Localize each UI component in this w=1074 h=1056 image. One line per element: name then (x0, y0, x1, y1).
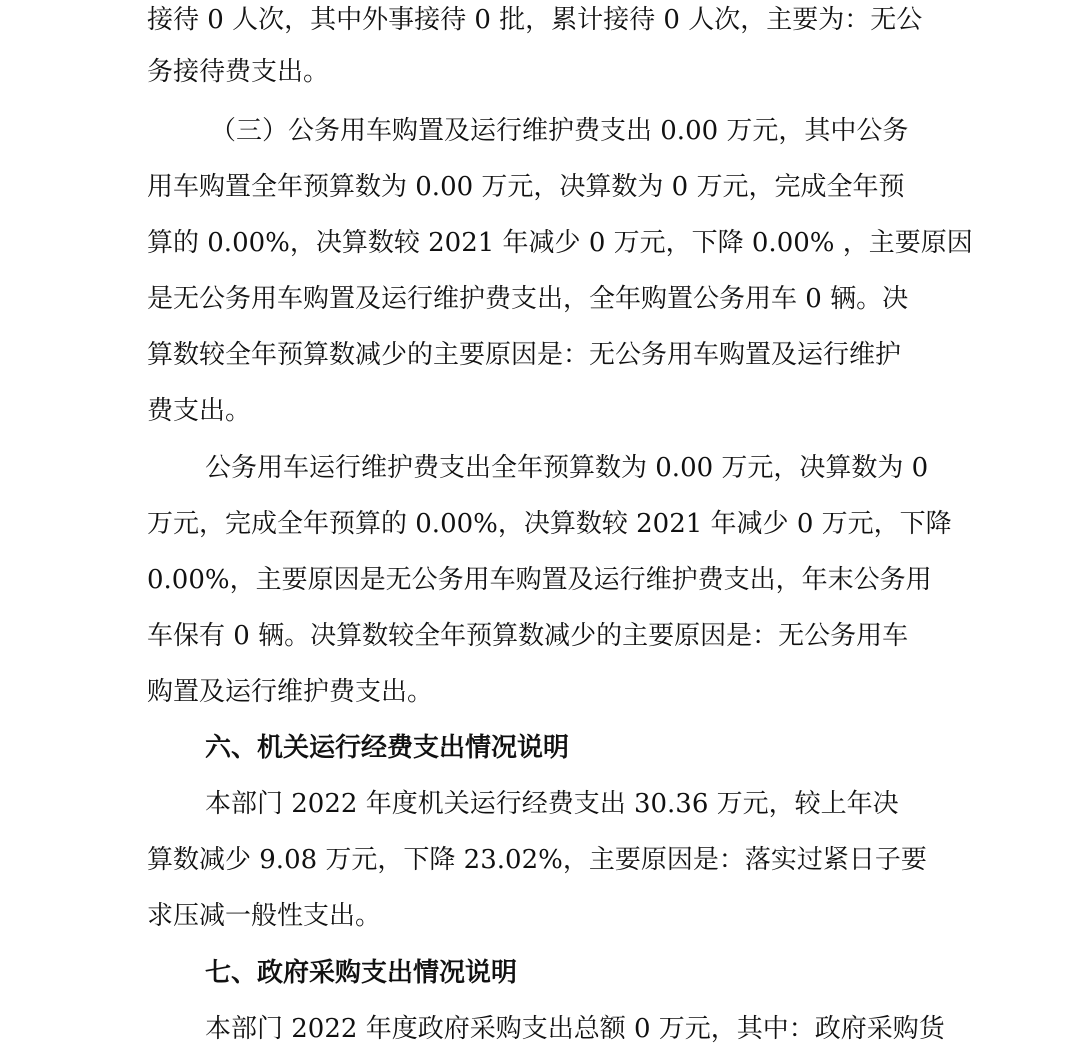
text-line: 求压减一般性支出。 (147, 901, 382, 931)
text-line: 万元，完成全年预算的 0.00%，决算数较 2021 年减少 0 万元，下降 (147, 509, 952, 539)
text-line: 接待 0 人次，其中外事接待 0 批，累计接待 0 人次，主要为：无公 (147, 5, 923, 35)
text-line: 用车购置全年预算数为 0.00 万元，决算数为 0 万元，完成全年预 (147, 172, 905, 202)
text-line: 算数较全年预算数减少的主要原因是：无公务用车购置及运行维护 (147, 340, 902, 370)
text-line: 费支出。 (147, 396, 252, 426)
text-line: 务接待费支出。 (147, 57, 330, 87)
text-line: （三）公务用车购置及运行维护费支出 0.00 万元，其中公务 (210, 116, 909, 146)
text-line: 是无公务用车购置及运行维护费支出，全年购置公务用车 0 辆。决 (147, 284, 909, 314)
text-line: 本部门 2022 年度机关运行经费支出 30.36 万元，较上年决 (205, 789, 899, 819)
text-line: 购置及运行维护费支出。 (147, 677, 434, 707)
section-heading-six: 六、机关运行经费支出情况说明 (205, 733, 570, 763)
text-line: 算的 0.00%，决算数较 2021 年减少 0 万元，下降 0.00% ，主要原因 (147, 228, 973, 258)
text-line: 算数减少 9.08 万元，下降 23.02%，主要原因是：落实过紧日子要 (147, 845, 927, 875)
text-line: 本部门 2022 年度政府采购支出总额 0 万元，其中：政府采购货 (205, 1014, 945, 1044)
section-heading-seven: 七、政府采购支出情况说明 (205, 958, 518, 988)
text-line: 0.00%，主要原因是无公务用车购置及运行维护费支出，年末公务用 (147, 565, 932, 595)
text-line: 车保有 0 辆。决算数较全年预算数减少的主要原因是：无公务用车 (147, 621, 909, 651)
text-line: 公务用车运行维护费支出全年预算数为 0.00 万元，决算数为 0 (205, 453, 929, 483)
